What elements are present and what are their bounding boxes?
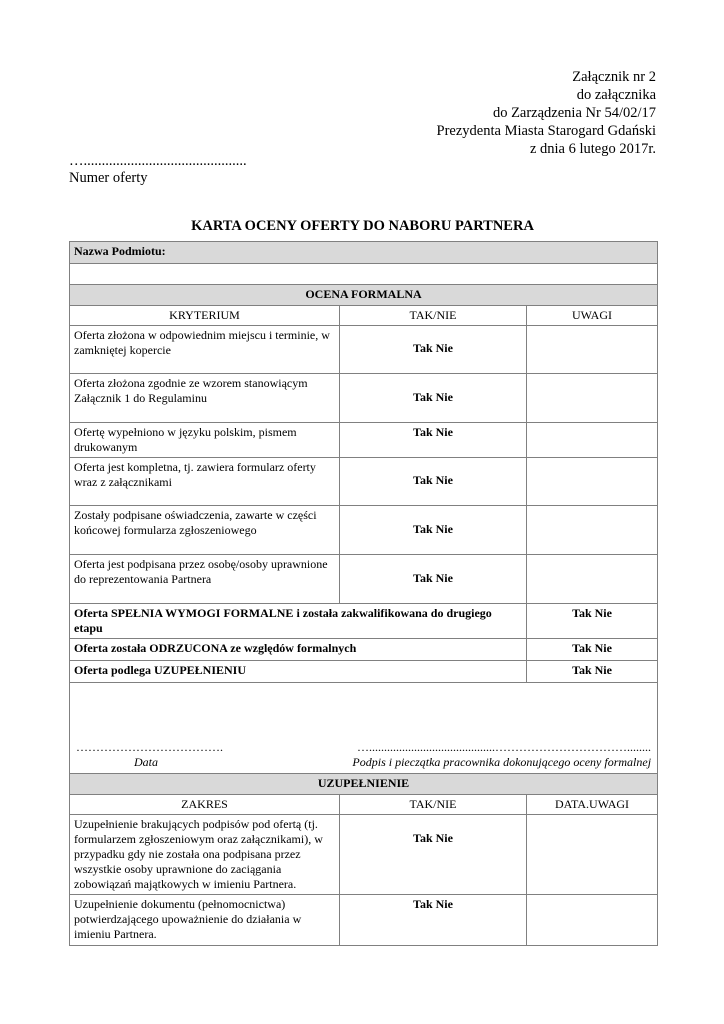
summary-rejected: Oferta została ODRZUCONA ze względów formalnych — [70, 639, 527, 661]
criterion-text: Ofertę wypełniono w języku polskim, pismem drukowanym — [70, 423, 340, 458]
date-notes-cell[interactable] — [527, 895, 658, 946]
notes-cell[interactable] — [527, 423, 658, 458]
yes-no-choice — [340, 555, 527, 604]
col-notes-header: UWAGI — [527, 306, 658, 326]
table-row — [70, 895, 658, 946]
signature-cell[interactable] — [70, 683, 658, 774]
annex-line-4: Prezydenta Miasta Starogard Gdański — [436, 123, 656, 139]
table-row — [70, 326, 658, 374]
yes-no-choice — [340, 423, 527, 458]
no-label: Nie — [435, 570, 453, 585]
yes-no-choice — [340, 326, 527, 374]
yes-label: Tak — [572, 606, 592, 620]
signature-row — [70, 683, 658, 774]
annex-line-5: z dnia 6 lutego 2017r. — [529, 141, 656, 157]
notes-cell[interactable] — [527, 458, 658, 506]
signature-labels — [74, 755, 653, 770]
col-yesno-header-2: TAK/NIE — [340, 795, 527, 815]
yes-label: Tak — [572, 641, 592, 655]
yes-no-choice — [340, 815, 527, 895]
yes-label: Tak — [413, 831, 433, 845]
yes-no-choice — [527, 604, 658, 639]
summary-qualified: Oferta SPEŁNIA WYMOGI FORMALNE i została zakwalifikowana do drugiego etapu — [70, 604, 527, 639]
table-row — [70, 604, 658, 639]
table-row — [70, 458, 658, 506]
yes-label: Tak — [413, 341, 433, 355]
annex-line-1: Załącznik nr 2 — [572, 69, 656, 85]
yes-label: Tak — [413, 473, 433, 487]
criterion-text: Oferta złożona zgodnie ze wzorem stanowiącym Załącznik 1 do Regulaminu — [70, 374, 340, 423]
supplement-heading: UZUPEŁNIENIE — [70, 774, 658, 795]
date-dots: ………………………………. — [76, 740, 223, 754]
yes-no-choice — [340, 458, 527, 506]
yes-no-choice — [340, 374, 527, 423]
yes-no-choice — [340, 895, 527, 946]
no-label: Nie — [594, 663, 612, 677]
col-date-notes-header: DATA.UWAGI — [527, 795, 658, 815]
table-row — [70, 374, 658, 423]
no-label: Nie — [435, 425, 453, 439]
table-row — [70, 815, 658, 895]
criterion-text: Oferta jest kompletna, tj. zawiera formularz oferty wraz z załącznikami — [70, 458, 340, 506]
yes-label: Tak — [413, 425, 433, 439]
yes-no-choice — [527, 639, 658, 661]
no-label: Nie — [435, 341, 453, 355]
supplement-text: Uzupełnienie brakujących podpisów pod ofertą (tj. formularzem zgłoszeniowym oraz załącznikami), w przypadku gdy nie została ona podpisana przez wszystkie osoby uprawnione do zaciągania zobowiązań majątkowych w imieniu Partnera. — [70, 815, 340, 895]
annex-line-3: do Zarządzenia Nr 54/02/17 — [492, 105, 656, 121]
table-row — [70, 661, 658, 683]
no-label: Nie — [435, 389, 453, 404]
yes-label: Tak — [413, 897, 433, 911]
offer-number-dots[interactable]: …............................................. — [69, 153, 247, 169]
evaluation-form-table — [69, 241, 658, 946]
formal-assessment-heading: OCENA FORMALNA — [70, 285, 658, 306]
notes-cell[interactable] — [527, 326, 658, 374]
offer-number-label: Numer oferty — [69, 170, 148, 186]
notes-cell[interactable] — [527, 555, 658, 604]
entity-name-label: Nazwa Podmiotu: — [70, 242, 658, 264]
annex-header — [437, 68, 656, 158]
table-row — [70, 506, 658, 555]
page-title: KARTA OCENY OFERTY DO NABORU PARTNERA — [191, 218, 534, 234]
yes-no-choice — [340, 506, 527, 555]
signature-dots — [74, 740, 653, 755]
signature-label: Podpis i pieczątka pracownika dokonującego oceny formalnej — [352, 755, 652, 769]
yes-label: Tak — [413, 570, 433, 585]
supplement-text: Uzupełnienie dokumentu (pełnomocnictwa) potwierdzającego upoważnienie do działania w imieniu Partnera. — [70, 895, 340, 946]
no-label: Nie — [435, 897, 453, 911]
criterion-text: Zostały podpisane oświadczenia, zawarte w części końcowej formularza zgłoszeniowego — [70, 506, 340, 555]
col-yesno-header: TAK/NIE — [340, 306, 527, 326]
offer-number-block — [69, 153, 247, 187]
summary-supplement: Oferta podlega UZUPEŁNIENIU — [70, 661, 527, 683]
no-label: Nie — [594, 641, 612, 655]
no-label: Nie — [594, 606, 612, 620]
col-scope-header: ZAKRES — [70, 795, 340, 815]
signature-line-dots: …..........................................……………………………........ — [357, 740, 652, 754]
no-label: Nie — [435, 521, 453, 536]
notes-cell[interactable] — [527, 506, 658, 555]
table-row — [70, 555, 658, 604]
yes-label: Tak — [413, 389, 433, 404]
criterion-text: Oferta jest podpisana przez osobę/osoby uprawnione do reprezentowania Partnera — [70, 555, 340, 604]
table-row — [70, 423, 658, 458]
table-row — [70, 639, 658, 661]
entity-name-field[interactable] — [70, 264, 658, 285]
yes-label: Tak — [413, 521, 433, 536]
date-label: Data — [134, 755, 158, 769]
no-label: Nie — [435, 473, 453, 487]
notes-cell[interactable] — [527, 374, 658, 423]
criterion-text: Oferta złożona w odpowiednim miejscu i terminie, w zamkniętej kopercie — [70, 326, 340, 374]
yes-label: Tak — [572, 663, 592, 677]
col-criterion-header: KRYTERIUM — [70, 306, 340, 326]
yes-no-choice — [527, 661, 658, 683]
date-notes-cell[interactable] — [527, 815, 658, 895]
no-label: Nie — [435, 831, 453, 845]
annex-line-2: do załącznika — [576, 87, 656, 103]
